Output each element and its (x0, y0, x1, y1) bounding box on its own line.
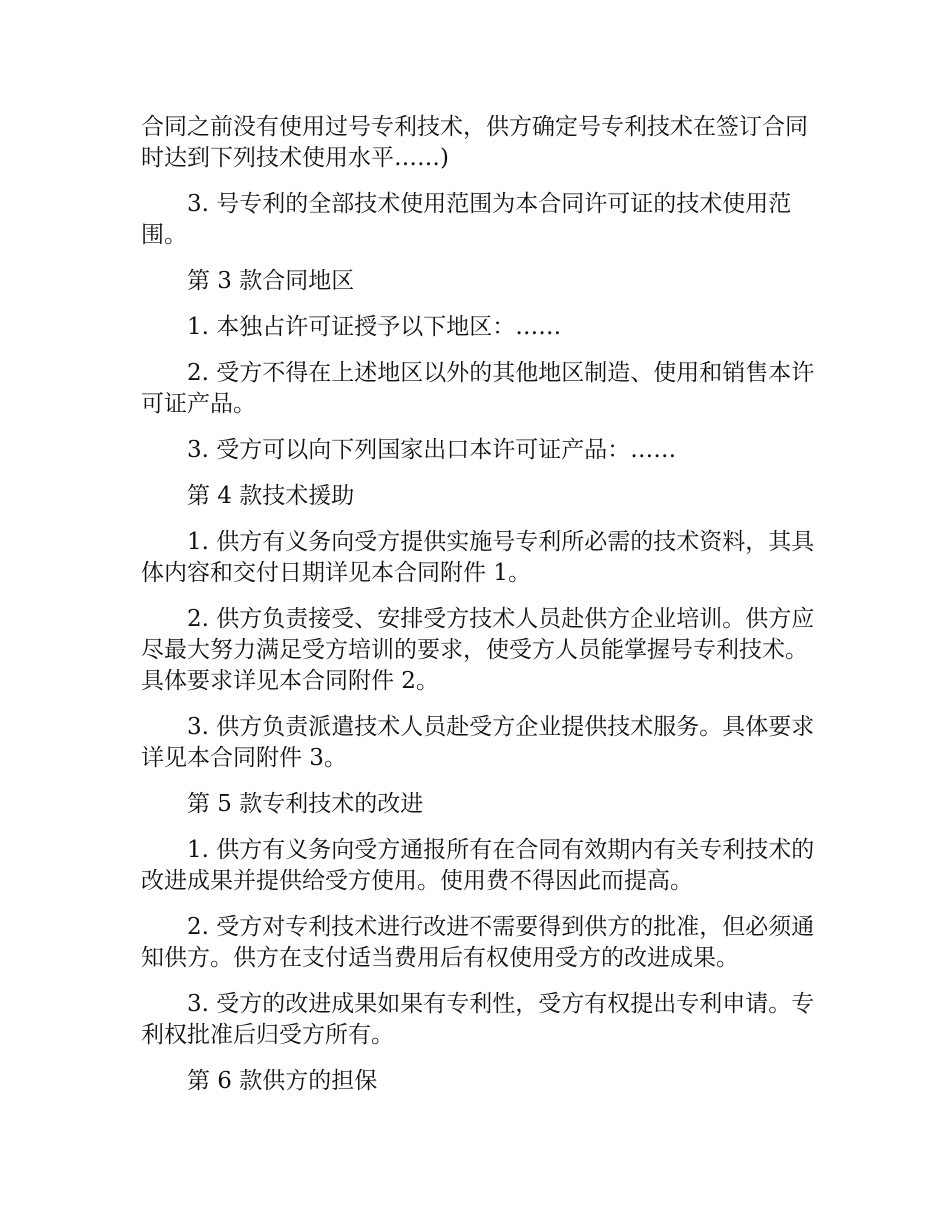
paragraph-item: 1. 本独占许可证授予以下地区：…… (187, 314, 562, 340)
paragraph-item: 3. 号专利的全部技术使用范围为本合同许可证的技术使用范围。 (141, 191, 792, 248)
section-heading: 第 4 款技术援助 (187, 483, 355, 509)
paragraph-item: 2. 受方不得在上述地区以外的其他地区制造、使用和销售本许可证产品。 (141, 360, 815, 417)
paragraph-item: 2. 供方负责接受、安排受方技术人员赴供方企业培训。供方应尽最大努力满足受方培训的要求，使受方人员能掌握号专利技术。具体要求详见本合同附件 2。 (141, 606, 815, 694)
paragraph-continuation: 合同之前没有使用过号专利技术，供方确定号专利技术在签订合同时达到下列技术使用水平……) (141, 114, 808, 171)
paragraph-item: 1. 供方有义务向受方提供实施号专利所必需的技术资料，其具体内容和交付日期详见本合同附件 1。 (141, 529, 815, 586)
section-heading: 第 3 款合同地区 (187, 268, 355, 294)
section-heading: 第 6 款供方的担保 (187, 1068, 378, 1094)
paragraph-item: 3. 供方负责派遣技术人员赴受方企业提供技术服务。具体要求详见本合同附件 3。 (141, 714, 815, 771)
paragraph-item: 1. 供方有义务向受方通报所有在合同有效期内有关专利技术的改进成果并提供给受方使用。使用费不得因此而提高。 (141, 837, 815, 894)
paragraph-item: 3. 受方可以向下列国家出口本许可证产品：…… (187, 437, 677, 463)
paragraph-item: 3. 受方的改进成果如果有专利性，受方有权提出专利申请。专利权批准后归受方所有。 (141, 991, 815, 1048)
section-heading: 第 5 款专利技术的改进 (187, 791, 424, 817)
paragraph-item: 2. 受方对专利技术进行改进不需要得到供方的批准，但必须通知供方。供方在支付适当费用后有权使用受方的改进成果。 (141, 914, 815, 971)
document-body (141, 112, 821, 1112)
